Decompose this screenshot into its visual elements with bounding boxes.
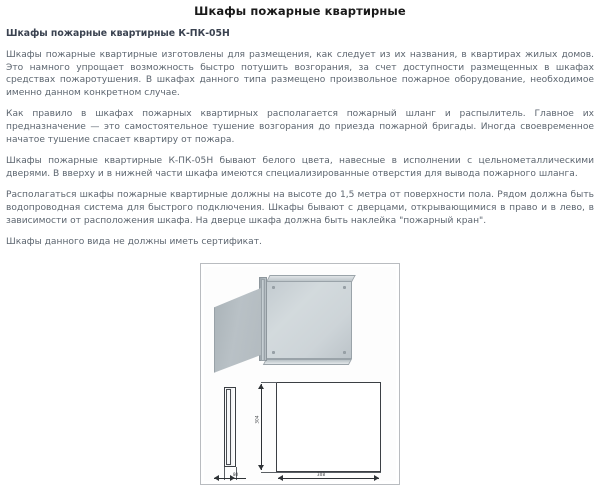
- screw-icon: [343, 286, 346, 289]
- height-dimension-label: 304: [254, 415, 260, 424]
- arrow-left-icon: [214, 475, 219, 481]
- body-paragraph-2: Как правило в шкафах пожарных квартирных располагается пожарный шланг и распылитель. Главное их предназначение — это самостоятельное тушение возгорания до приезда пожарной бригады. Иногда своевременное начатое тушение спасает квартиру от пожара.: [6, 109, 594, 145]
- height-dimension-line: [261, 384, 262, 470]
- figure-container: [4, 263, 596, 485]
- product-figure: [200, 263, 400, 485]
- depth-dimension-label: 80: [233, 471, 239, 477]
- document-page: [0, 4, 600, 477]
- body-paragraph-5: Шкафы данного вида не должны иметь сертификат.: [6, 237, 262, 248]
- extension-line-top: [261, 382, 277, 383]
- page-title: Шкафы пожарные квартирные: [194, 4, 406, 18]
- width-dimension-label: 308: [317, 471, 326, 477]
- arrow-right-icon: [374, 475, 379, 481]
- figure-inner-canvas: [204, 267, 396, 481]
- screw-icon: [272, 286, 275, 289]
- cabinet-open-door: [214, 287, 264, 373]
- drawing-side-view-lip: [226, 389, 231, 465]
- body-paragraph-3: Шкафы пожарные квартирные К-ПК-05Н бывают белого цвета, навесные в исполнении с цельнометаллическими дверями. В вверху и в нижней части шкафа имеются специализированные отверстия для вывода пожарного шланга.: [6, 156, 594, 179]
- arrow-left-icon: [278, 475, 283, 481]
- arrow-up-icon: [258, 384, 264, 389]
- product-subtitle: Шкафы пожарные квартирные К-ПК-05Н: [6, 28, 230, 39]
- screw-icon: [343, 351, 346, 354]
- cabinet-bottom-panel: [263, 359, 352, 365]
- body-paragraph-4: Располагаться шкафы пожарные квартирные должны на высоте до 1,5 метра от поверхности пола. Рядом должна быть водопроводная система для быстрого подключения. Шкафы бывают с дверцами, открывающимися в право и в лево, в зависимости от расположения шкафа. На дверце шкафа должна быть наклейка "пожарный кран".: [6, 190, 594, 226]
- cabinet-door-hinge-edge: [261, 279, 265, 361]
- width-dimension-line: [278, 478, 379, 479]
- arrow-down-icon: [258, 465, 264, 470]
- drawing-front-view: [276, 382, 381, 472]
- body-paragraph-1: Шкафы пожарные квартирные изготовлены для размещения, как следует из их названия, в квартирах жилых домов. Это намного упрощает возможность быстро потушить возгорания, за счет доступности размещенных в шкафах средствах пожаротушения. В шкафах данного типа размещено произвольное пожарное оборудование, необходимое именно данном конкретном случае.: [6, 50, 594, 98]
- cabinet-back-panel: [266, 281, 352, 359]
- screw-icon: [272, 351, 275, 354]
